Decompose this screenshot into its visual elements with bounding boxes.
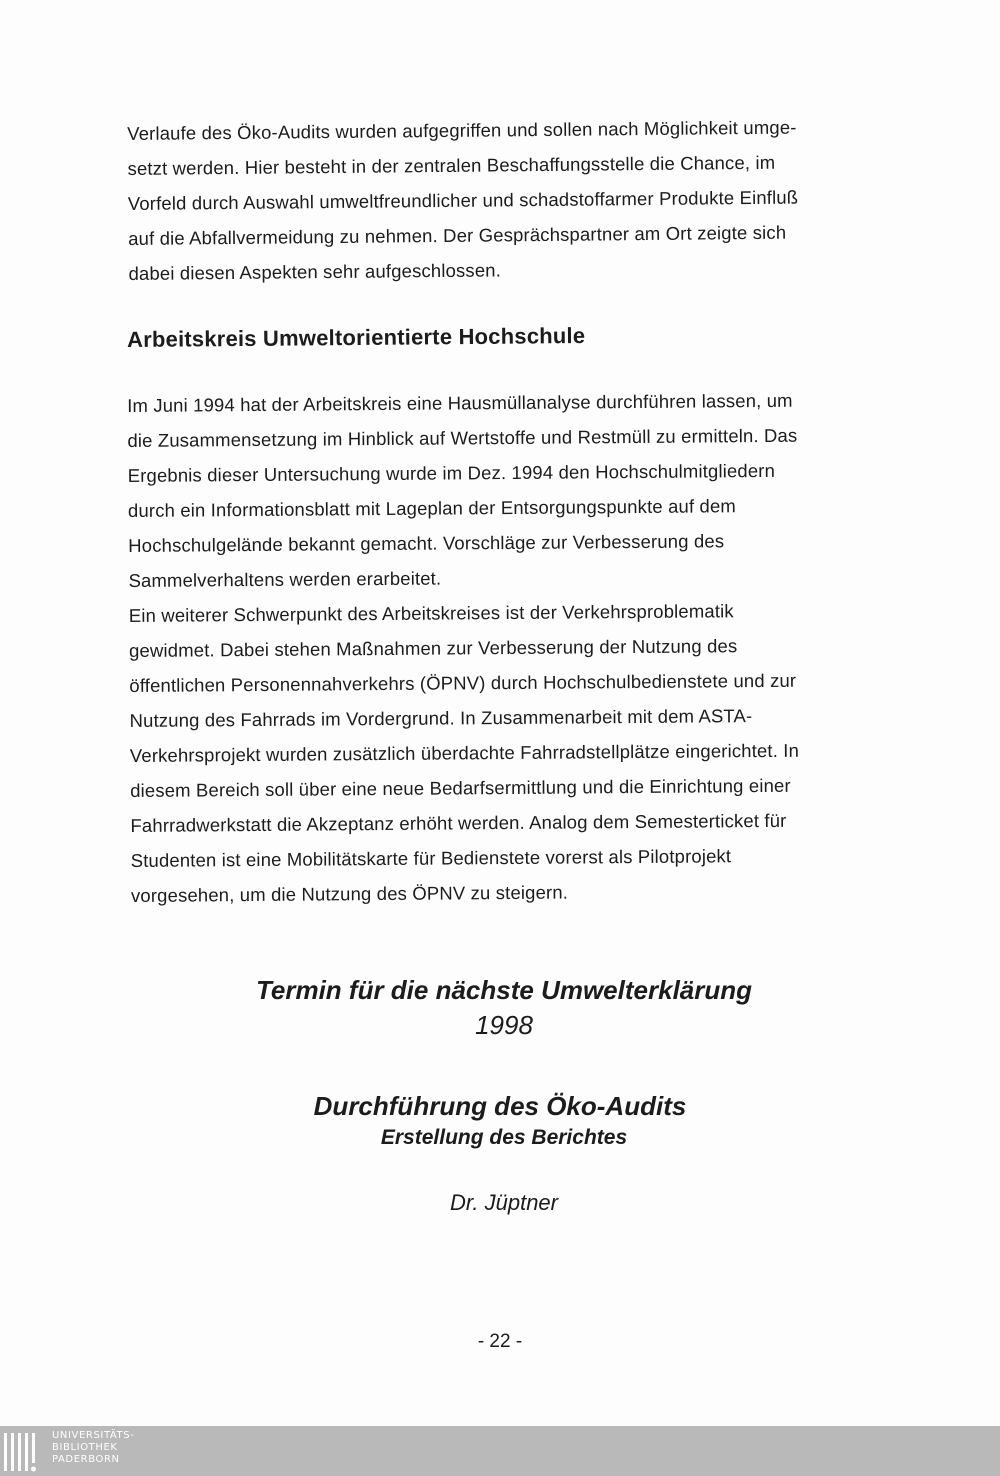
text-line: setzt werden. Hier besteht in der zentralen Beschaffungsstelle die Chance, im <box>127 151 776 179</box>
text-line: Ergebnis dieser Untersuchung wurde im Dez. 1994 den Hochschulmitgliedern <box>127 459 776 486</box>
termin-title: Termin für die nächste Umwelterklärung <box>255 975 753 1005</box>
text-line: Nutzung des Fahrrads im Vordergrund. In Zusammenarbeit mit dem ASTA- <box>129 705 753 731</box>
text-line-last: Sammelverhaltens werden erarbeitet. <box>128 567 442 591</box>
text-line-last: dabei diesen Aspekten sehr aufgeschlossen. <box>128 259 502 284</box>
text-line: Im Juni 1994 hat der Arbeitskreis eine Hausmüllanalyse durchführen lassen, um <box>127 389 793 416</box>
text-line: gewidmet. Dabei stehen Maßnahmen zur Verbesserung der Nutzung des <box>128 635 738 661</box>
library-name-line: UNIVERSITÄTS- <box>52 1430 135 1441</box>
library-footer <box>0 1426 1000 1476</box>
text-line: Fahrradwerkstatt die Akzeptanz erhöht werden. Analog dem Semesterticket für <box>130 809 787 836</box>
page-number: - 22 - <box>477 1331 523 1352</box>
section-heading: Arbeitskreis Umweltorientierte Hochschule <box>127 323 586 352</box>
text-line: diesem Bereich soll über eine neue Bedarfsermittlung und die Einrichtung einer <box>130 774 791 801</box>
text-line: auf die Abfallvermeidung zu nehmen. Der Gesprächspartner am Ort zeigte sich <box>128 221 787 249</box>
text-line: die Zusammensetzung im Hinblick auf Wertstoffe und Restmüll zu ermitteln. Das <box>127 424 798 451</box>
library-logo-icon <box>4 1431 46 1473</box>
termin-year: 1998 <box>475 1010 533 1040</box>
text-line-last: vorgesehen, um die Nutzung des ÖPNV zu steigern. <box>130 881 569 906</box>
audit-title: Durchführung des Öko-Audits <box>313 1091 687 1121</box>
audit-author: Dr. Jüptner <box>449 1190 558 1215</box>
library-name-line: BIBLIOTHEK <box>52 1442 118 1453</box>
text-line: Hochschulgelände bekannt gemacht. Vorschläge zur Verbesserung des <box>128 530 725 556</box>
text-line: öffentlichen Personennahverkehrs (ÖPNV) durch Hochschulbedienstete und zur <box>129 669 797 696</box>
paragraph-arbeitskreis <box>127 382 877 913</box>
text-line: Verlaufe des Öko-Audits wurden aufgegriffen und sollen nach Möglichkeit umge- <box>127 116 797 144</box>
paragraph-continuation <box>127 109 875 291</box>
text-line: durch ein Informationsblatt mit Lageplan der Entsorgungspunkte auf dem <box>127 495 737 521</box>
text-line: Studenten ist eine Mobilitätskarte für Bedienstete vorerst als Pilotprojekt <box>130 845 732 871</box>
text-line: Vorfeld durch Auswahl umweltfreundlicher und schadstoffarmer Produkte Einfluß <box>127 186 799 214</box>
library-name <box>52 1430 134 1466</box>
text-line: Verkehrsprojekt wurden zusätzlich überdachte Fahrradstellplätze eingerichtet. In <box>129 739 800 766</box>
library-name-line: PADERBORN <box>52 1454 120 1465</box>
audit-subtitle: Erstellung des Berichtes <box>380 1126 628 1149</box>
text-line: Ein weiterer Schwerpunkt des Arbeitskreises ist der Verkehrsproblematik <box>128 600 734 626</box>
